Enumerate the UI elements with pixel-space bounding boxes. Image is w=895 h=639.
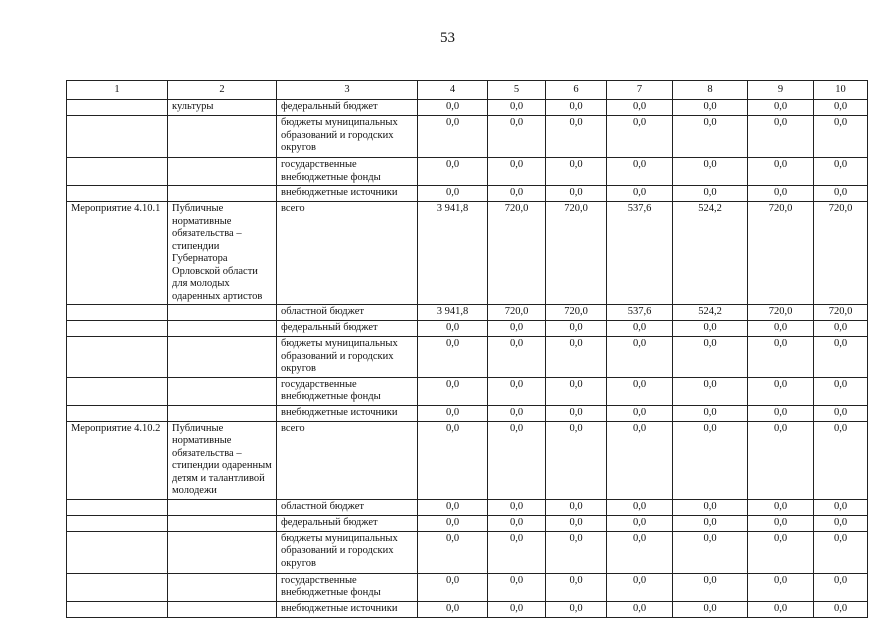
funding-source-cell: внебюджетные источники bbox=[277, 405, 418, 421]
funding-source-cell: государственные внебюджетные фонды bbox=[277, 158, 418, 186]
table-row bbox=[67, 158, 868, 186]
value-cell: 0,0 bbox=[607, 405, 673, 421]
value-cell: 720,0 bbox=[814, 305, 868, 321]
value-cell: 0,0 bbox=[488, 421, 546, 499]
value-cell: 720,0 bbox=[546, 202, 607, 305]
value-cell: 0,0 bbox=[546, 337, 607, 378]
value-cell: 0,0 bbox=[748, 321, 814, 337]
measure-cell bbox=[67, 515, 168, 531]
value-cell: 0,0 bbox=[607, 515, 673, 531]
value-cell: 0,0 bbox=[607, 321, 673, 337]
description-cell bbox=[168, 601, 277, 617]
measure-cell bbox=[67, 158, 168, 186]
table-row bbox=[67, 601, 868, 617]
value-cell: 0,0 bbox=[814, 515, 868, 531]
value-cell: 0,0 bbox=[607, 531, 673, 573]
value-cell: 0,0 bbox=[814, 421, 868, 499]
header-cell: 5 bbox=[488, 81, 546, 100]
value-cell: 0,0 bbox=[607, 116, 673, 158]
value-cell: 0,0 bbox=[488, 337, 546, 378]
value-cell: 0,0 bbox=[748, 100, 814, 116]
measure-cell bbox=[67, 305, 168, 321]
value-cell: 0,0 bbox=[546, 515, 607, 531]
description-cell bbox=[168, 186, 277, 202]
description-cell bbox=[168, 405, 277, 421]
value-cell: 0,0 bbox=[673, 515, 748, 531]
value-cell: 0,0 bbox=[488, 100, 546, 116]
value-cell: 720,0 bbox=[814, 202, 868, 305]
value-cell: 0,0 bbox=[607, 337, 673, 378]
value-cell: 0,0 bbox=[814, 116, 868, 158]
value-cell: 0,0 bbox=[546, 421, 607, 499]
value-cell: 524,2 bbox=[673, 202, 748, 305]
table-row bbox=[67, 515, 868, 531]
description-cell: Публичные нормативные обязательства – стипендии Губернатора Орловской области для молодых одаренных артистов bbox=[168, 202, 277, 305]
value-cell: 0,0 bbox=[748, 531, 814, 573]
value-cell: 0,0 bbox=[814, 321, 868, 337]
value-cell: 0,0 bbox=[748, 116, 814, 158]
table-row bbox=[67, 321, 868, 337]
value-cell: 0,0 bbox=[418, 601, 488, 617]
description-cell bbox=[168, 116, 277, 158]
table-row bbox=[67, 377, 868, 405]
funding-source-cell: всего bbox=[277, 202, 418, 305]
measure-cell bbox=[67, 405, 168, 421]
value-cell: 0,0 bbox=[488, 321, 546, 337]
value-cell: 0,0 bbox=[418, 100, 488, 116]
value-cell: 0,0 bbox=[607, 573, 673, 601]
header-cell: 7 bbox=[607, 81, 673, 100]
value-cell: 0,0 bbox=[814, 377, 868, 405]
value-cell: 0,0 bbox=[607, 601, 673, 617]
description-cell bbox=[168, 158, 277, 186]
value-cell: 0,0 bbox=[673, 531, 748, 573]
value-cell: 0,0 bbox=[814, 100, 868, 116]
table-row bbox=[67, 100, 868, 116]
table-row bbox=[67, 202, 868, 305]
value-cell: 3 941,8 bbox=[418, 305, 488, 321]
funding-source-cell: областной бюджет bbox=[277, 499, 418, 515]
table-body bbox=[67, 100, 868, 618]
value-cell: 0,0 bbox=[488, 601, 546, 617]
value-cell: 0,0 bbox=[546, 405, 607, 421]
table-row bbox=[67, 421, 868, 499]
value-cell: 0,0 bbox=[814, 573, 868, 601]
description-cell bbox=[168, 305, 277, 321]
value-cell: 0,0 bbox=[673, 405, 748, 421]
header-cell: 9 bbox=[748, 81, 814, 100]
table-row bbox=[67, 186, 868, 202]
header-cell: 6 bbox=[546, 81, 607, 100]
value-cell: 0,0 bbox=[488, 116, 546, 158]
value-cell: 0,0 bbox=[673, 601, 748, 617]
value-cell: 0,0 bbox=[748, 186, 814, 202]
value-cell: 0,0 bbox=[673, 186, 748, 202]
header-cell: 8 bbox=[673, 81, 748, 100]
table-row bbox=[67, 405, 868, 421]
value-cell: 524,2 bbox=[673, 305, 748, 321]
value-cell: 0,0 bbox=[814, 531, 868, 573]
measure-cell bbox=[67, 116, 168, 158]
description-cell bbox=[168, 531, 277, 573]
header-row bbox=[67, 81, 868, 100]
table-row bbox=[67, 573, 868, 601]
description-cell bbox=[168, 573, 277, 601]
value-cell: 0,0 bbox=[488, 515, 546, 531]
value-cell: 0,0 bbox=[418, 405, 488, 421]
value-cell: 0,0 bbox=[546, 100, 607, 116]
value-cell: 0,0 bbox=[673, 321, 748, 337]
measure-cell bbox=[67, 531, 168, 573]
value-cell: 0,0 bbox=[418, 499, 488, 515]
funding-source-cell: федеральный бюджет bbox=[277, 100, 418, 116]
description-cell: Публичные нормативные обязательства – стипендии одаренным детям и талантливой молодежи bbox=[168, 421, 277, 499]
header-cell: 1 bbox=[67, 81, 168, 100]
value-cell: 0,0 bbox=[814, 405, 868, 421]
funding-source-cell: всего bbox=[277, 421, 418, 499]
funding-source-cell: областной бюджет bbox=[277, 305, 418, 321]
value-cell: 0,0 bbox=[418, 531, 488, 573]
header-cell: 3 bbox=[277, 81, 418, 100]
value-cell: 0,0 bbox=[546, 116, 607, 158]
value-cell: 0,0 bbox=[418, 186, 488, 202]
description-cell bbox=[168, 515, 277, 531]
value-cell: 0,0 bbox=[673, 337, 748, 378]
funding-source-cell: федеральный бюджет bbox=[277, 321, 418, 337]
value-cell: 0,0 bbox=[607, 499, 673, 515]
value-cell: 0,0 bbox=[814, 186, 868, 202]
table-row bbox=[67, 531, 868, 573]
measure-cell bbox=[67, 337, 168, 378]
description-cell bbox=[168, 337, 277, 378]
value-cell: 720,0 bbox=[546, 305, 607, 321]
value-cell: 720,0 bbox=[488, 305, 546, 321]
value-cell: 0,0 bbox=[673, 573, 748, 601]
description-cell: культуры bbox=[168, 100, 277, 116]
value-cell: 0,0 bbox=[546, 573, 607, 601]
value-cell: 0,0 bbox=[546, 186, 607, 202]
measure-cell bbox=[67, 100, 168, 116]
value-cell: 0,0 bbox=[488, 499, 546, 515]
value-cell: 0,0 bbox=[488, 405, 546, 421]
value-cell: 0,0 bbox=[546, 531, 607, 573]
funding-source-cell: бюджеты муниципальных образований и городских округов bbox=[277, 116, 418, 158]
value-cell: 0,0 bbox=[814, 499, 868, 515]
value-cell: 0,0 bbox=[546, 158, 607, 186]
value-cell: 0,0 bbox=[748, 421, 814, 499]
value-cell: 0,0 bbox=[607, 158, 673, 186]
value-cell: 0,0 bbox=[673, 100, 748, 116]
value-cell: 537,6 bbox=[607, 202, 673, 305]
value-cell: 0,0 bbox=[546, 601, 607, 617]
funding-source-cell: бюджеты муниципальных образований и городских округов bbox=[277, 531, 418, 573]
measure-cell bbox=[67, 499, 168, 515]
value-cell: 0,0 bbox=[546, 321, 607, 337]
table-row bbox=[67, 499, 868, 515]
measure-cell bbox=[67, 321, 168, 337]
value-cell: 720,0 bbox=[748, 202, 814, 305]
value-cell: 0,0 bbox=[418, 337, 488, 378]
table-row bbox=[67, 337, 868, 378]
value-cell: 3 941,8 bbox=[418, 202, 488, 305]
value-cell: 0,0 bbox=[418, 116, 488, 158]
measure-cell bbox=[67, 186, 168, 202]
measure-cell bbox=[67, 377, 168, 405]
table-row bbox=[67, 305, 868, 321]
value-cell: 0,0 bbox=[488, 573, 546, 601]
value-cell: 0,0 bbox=[748, 377, 814, 405]
value-cell: 0,0 bbox=[748, 515, 814, 531]
value-cell: 720,0 bbox=[488, 202, 546, 305]
value-cell: 720,0 bbox=[748, 305, 814, 321]
value-cell: 0,0 bbox=[814, 337, 868, 378]
budget-table bbox=[66, 80, 868, 618]
value-cell: 0,0 bbox=[748, 573, 814, 601]
value-cell: 0,0 bbox=[418, 515, 488, 531]
funding-source-cell: государственные внебюджетные фонды bbox=[277, 377, 418, 405]
value-cell: 0,0 bbox=[607, 186, 673, 202]
header-cell: 2 bbox=[168, 81, 277, 100]
funding-source-cell: федеральный бюджет bbox=[277, 515, 418, 531]
table-row bbox=[67, 116, 868, 158]
value-cell: 0,0 bbox=[418, 158, 488, 186]
value-cell: 0,0 bbox=[418, 377, 488, 405]
value-cell: 0,0 bbox=[673, 116, 748, 158]
funding-source-cell: внебюджетные источники bbox=[277, 186, 418, 202]
description-cell bbox=[168, 377, 277, 405]
value-cell: 0,0 bbox=[488, 531, 546, 573]
measure-cell bbox=[67, 573, 168, 601]
value-cell: 537,6 bbox=[607, 305, 673, 321]
value-cell: 0,0 bbox=[488, 158, 546, 186]
value-cell: 0,0 bbox=[748, 158, 814, 186]
measure-cell bbox=[67, 601, 168, 617]
value-cell: 0,0 bbox=[748, 499, 814, 515]
header-cell: 10 bbox=[814, 81, 868, 100]
measure-cell: Мероприятие 4.10.1 bbox=[67, 202, 168, 305]
value-cell: 0,0 bbox=[673, 158, 748, 186]
value-cell: 0,0 bbox=[488, 377, 546, 405]
value-cell: 0,0 bbox=[546, 377, 607, 405]
funding-source-cell: внебюджетные источники bbox=[277, 601, 418, 617]
header-cell: 4 bbox=[418, 81, 488, 100]
value-cell: 0,0 bbox=[418, 421, 488, 499]
value-cell: 0,0 bbox=[607, 421, 673, 499]
value-cell: 0,0 bbox=[673, 421, 748, 499]
value-cell: 0,0 bbox=[814, 601, 868, 617]
value-cell: 0,0 bbox=[488, 186, 546, 202]
value-cell: 0,0 bbox=[607, 377, 673, 405]
value-cell: 0,0 bbox=[814, 158, 868, 186]
funding-source-cell: бюджеты муниципальных образований и городских округов bbox=[277, 337, 418, 378]
description-cell bbox=[168, 499, 277, 515]
funding-source-cell: государственные внебюджетные фонды bbox=[277, 573, 418, 601]
value-cell: 0,0 bbox=[748, 337, 814, 378]
measure-cell: Мероприятие 4.10.2 bbox=[67, 421, 168, 499]
description-cell bbox=[168, 321, 277, 337]
value-cell: 0,0 bbox=[607, 100, 673, 116]
value-cell: 0,0 bbox=[418, 573, 488, 601]
value-cell: 0,0 bbox=[748, 405, 814, 421]
value-cell: 0,0 bbox=[418, 321, 488, 337]
value-cell: 0,0 bbox=[673, 499, 748, 515]
value-cell: 0,0 bbox=[546, 499, 607, 515]
page-number: 53 bbox=[440, 30, 455, 46]
value-cell: 0,0 bbox=[748, 601, 814, 617]
value-cell: 0,0 bbox=[673, 377, 748, 405]
